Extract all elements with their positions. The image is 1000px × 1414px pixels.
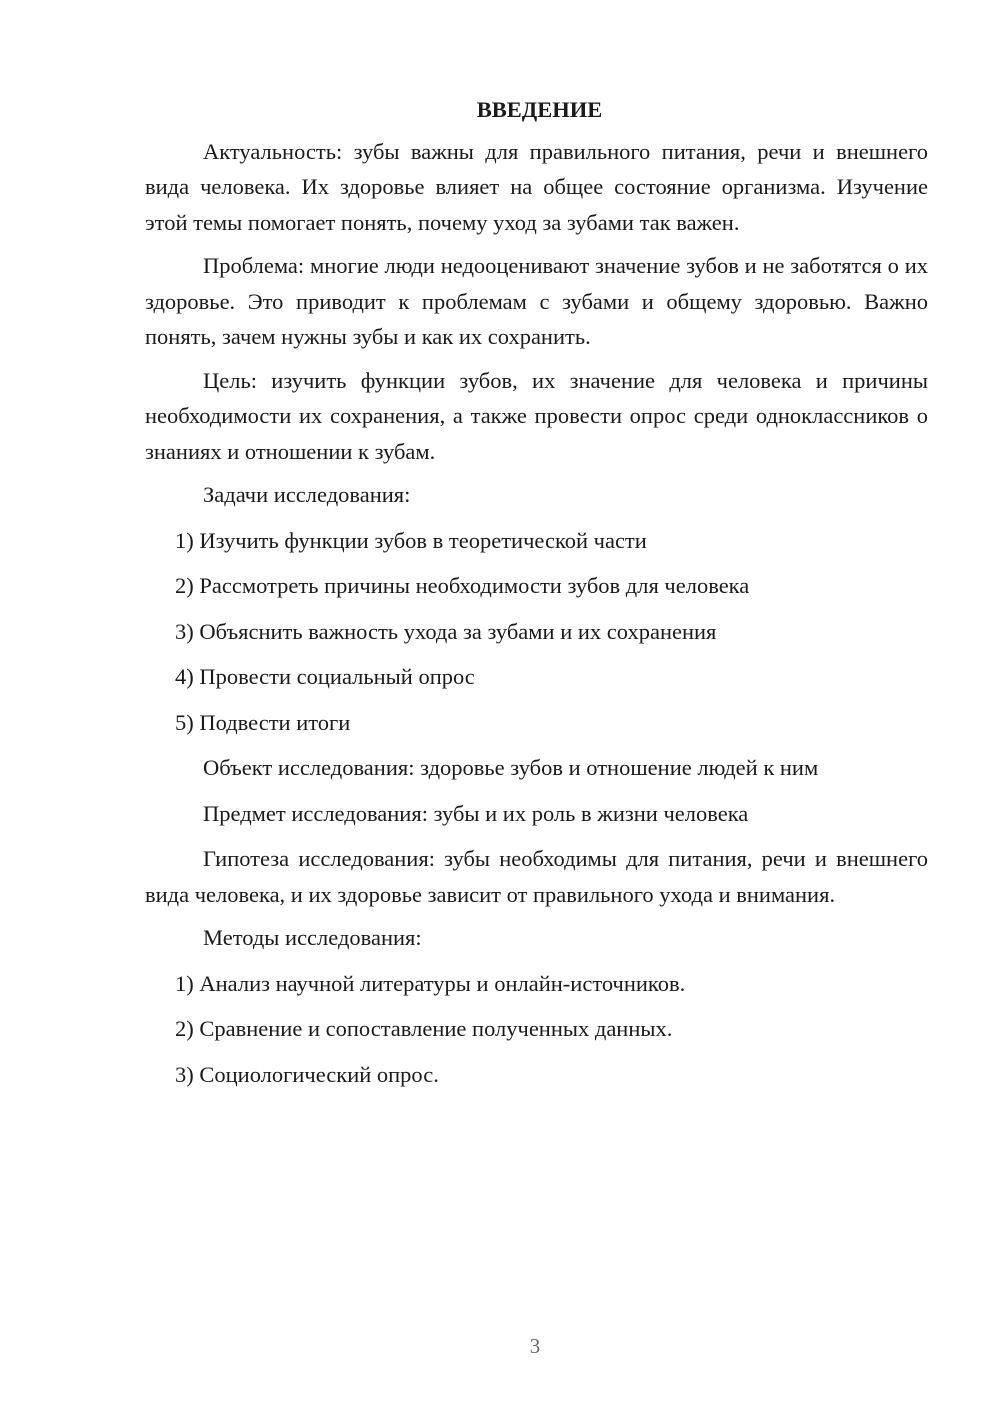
method-item: 1) Анализ научной литературы и онлайн-источников. [175, 970, 686, 996]
hypothesis-paragraph: Гипотеза исследования: зубы необходимы для питания, речи и внешнего вида человека, и их здоровье зависит от правильного ухода и внимания. [145, 846, 928, 907]
relevance-paragraph: Актуальность: зубы важны для правильного питания, речи и внешнего вида человека. Их здоровье влияет на общее состояние организма. Изучение этой темы помогает понять, почему уход за зубами так важен. [145, 138, 928, 235]
task-item: 1) Изучить функции зубов в теоретической части [175, 527, 647, 553]
section-title: ВВЕДЕНИЕ [476, 97, 603, 122]
methods-list [145, 966, 928, 1093]
page-content [145, 92, 928, 1102]
object-line: Объект исследования: здоровье зубов и отношение людей к ним [203, 755, 819, 780]
task-item: 3) Объяснить важность ухода за зубами и их сохранения [175, 618, 717, 644]
page-number: 3 [529, 1334, 541, 1358]
tasks-heading: Задачи исследования: [203, 482, 411, 507]
subject-line: Предмет исследования: зубы и их роль в жизни человека [203, 800, 749, 826]
goal-paragraph: Цель: изучить функции зубов, их значение для человека и причины необходимости их сохранения, а также провести опрос среди одноклассников о знаниях и отношении к зубам. [145, 367, 928, 464]
tasks-list [145, 523, 928, 741]
task-item: 5) Подвести итоги [175, 709, 351, 735]
task-item: 2) Рассмотреть причины необходимости зубов для человека [175, 573, 750, 598]
problem-paragraph: Проблема: многие люди недооценивают значение зубов и не заботятся о их здоровье. Это приводит к проблемам с зубами и общему здоровью. Важно понять, зачем нужны зубы и как их сохранить. [145, 253, 928, 349]
method-item: 2) Сравнение и сопоставление полученных данных. [175, 1016, 673, 1041]
method-item: 3) Социологический опрос. [175, 1061, 439, 1087]
task-item: 4) Провести социальный опрос [175, 664, 475, 689]
methods-heading: Методы исследования: [203, 925, 422, 950]
